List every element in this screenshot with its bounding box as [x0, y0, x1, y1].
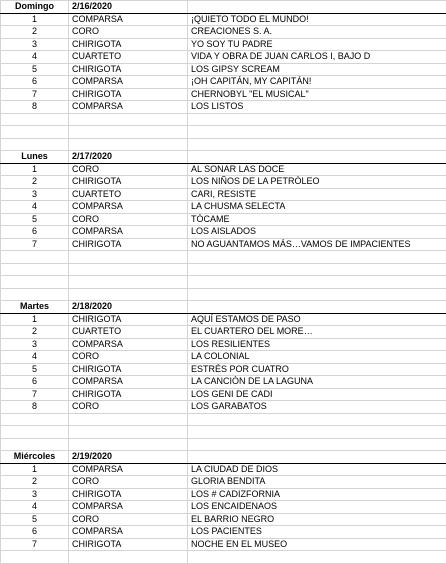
blank-row	[1, 551, 446, 564]
table-row	[1, 463, 446, 476]
day-header-row	[1, 1, 446, 14]
table-row	[1, 351, 446, 364]
empty-cell[interactable]	[69, 551, 188, 564]
empty-cell[interactable]	[188, 126, 446, 139]
empty-cell[interactable]	[1, 413, 69, 426]
table-row	[1, 238, 446, 251]
group-name-cell[interactable]: NOCHE EN EL MUSEO	[188, 538, 446, 551]
order-cell[interactable]: 6	[1, 226, 69, 239]
category-cell[interactable]: COMPARSA	[69, 376, 188, 389]
order-cell[interactable]: 3	[1, 338, 69, 351]
order-cell[interactable]: 5	[1, 63, 69, 76]
order-cell[interactable]: 2	[1, 26, 69, 39]
table-row	[1, 501, 446, 514]
empty-cell[interactable]	[1, 126, 69, 139]
category-cell[interactable]: COMPARSA	[69, 201, 188, 214]
group-name-cell[interactable]: LOS ENCAIDENAOS	[188, 501, 446, 514]
table-row	[1, 188, 446, 201]
order-cell[interactable]: 5	[1, 363, 69, 376]
empty-cell[interactable]	[69, 113, 188, 126]
category-cell[interactable]: CHIRIGOTA	[69, 388, 188, 401]
order-cell[interactable]: 8	[1, 101, 69, 114]
order-cell[interactable]: 3	[1, 38, 69, 51]
group-name-cell[interactable]: CREACIONES S. A.	[188, 26, 446, 39]
blank-row	[1, 426, 446, 439]
order-cell[interactable]: 6	[1, 376, 69, 389]
table-row	[1, 51, 446, 64]
day-header-row	[1, 151, 446, 164]
empty-cell[interactable]	[188, 288, 446, 301]
blank-row	[1, 276, 446, 289]
order-cell[interactable]: 3	[1, 188, 69, 201]
empty-cell[interactable]	[69, 251, 188, 264]
category-cell[interactable]: COMPARSA	[69, 338, 188, 351]
group-name-cell[interactable]: AQUÍ ESTAMOS DE PASO	[188, 313, 446, 326]
category-cell[interactable]: CHIRIGOTA	[69, 88, 188, 101]
empty-cell[interactable]	[1, 113, 69, 126]
empty-cell[interactable]	[1, 276, 69, 289]
group-name-cell[interactable]: ¡QUIETO TODO EL MUNDO!	[188, 13, 446, 26]
empty-cell[interactable]	[69, 126, 188, 139]
empty-cell[interactable]	[188, 451, 446, 464]
order-cell[interactable]: 5	[1, 213, 69, 226]
category-cell[interactable]: CHIRIGOTA	[69, 63, 188, 76]
table-row	[1, 163, 446, 176]
table-row	[1, 363, 446, 376]
order-cell[interactable]: 1	[1, 313, 69, 326]
empty-cell[interactable]	[1, 263, 69, 276]
group-name-cell[interactable]: LOS NIÑOS DE LA PETRÓLEO	[188, 176, 446, 189]
group-name-cell[interactable]: CHERNOBYL "EL MUSICAL"	[188, 88, 446, 101]
empty-cell[interactable]	[1, 438, 69, 451]
table-row	[1, 538, 446, 551]
day-name-cell[interactable]: Martes	[1, 301, 69, 314]
date-cell[interactable]: 2/18/2020	[69, 301, 188, 314]
group-name-cell[interactable]: LOS # CADIZFORNIA	[188, 488, 446, 501]
date-cell[interactable]: 2/16/2020	[69, 1, 188, 14]
sheet-body	[1, 1, 446, 564]
blank-row	[1, 138, 446, 151]
table-row	[1, 313, 446, 326]
category-cell[interactable]: CHIRIGOTA	[69, 313, 188, 326]
empty-cell[interactable]	[188, 1, 446, 14]
group-name-cell[interactable]: VIDA Y OBRA DE JUAN CARLOS I, BAJO D	[188, 51, 446, 64]
table-row	[1, 176, 446, 189]
category-cell[interactable]: COMPARSA	[69, 226, 188, 239]
category-cell[interactable]: CORO	[69, 401, 188, 414]
empty-cell[interactable]	[69, 138, 188, 151]
empty-cell[interactable]	[188, 301, 446, 314]
group-name-cell[interactable]: LOS GARABATOS	[188, 401, 446, 414]
order-cell[interactable]: 1	[1, 163, 69, 176]
empty-cell[interactable]	[188, 151, 446, 164]
group-name-cell[interactable]: NO AGUANTAMOS MÁS…VAMOS DE IMPACIENTES	[188, 238, 446, 251]
category-cell[interactable]: CHIRIGOTA	[69, 363, 188, 376]
table-row	[1, 88, 446, 101]
group-name-cell[interactable]: LOS GIPSY SCREAM	[188, 63, 446, 76]
empty-cell[interactable]	[188, 138, 446, 151]
category-cell[interactable]: CHIRIGOTA	[69, 488, 188, 501]
group-name-cell[interactable]: LA CIUDAD DE DIOS	[188, 463, 446, 476]
group-name-cell[interactable]: YO SOY TU PADRE	[188, 38, 446, 51]
order-cell[interactable]: 7	[1, 538, 69, 551]
table-row	[1, 488, 446, 501]
group-name-cell[interactable]: TÓCAME	[188, 213, 446, 226]
category-cell[interactable]: CORO	[69, 163, 188, 176]
date-cell[interactable]: 2/19/2020	[69, 451, 188, 464]
empty-cell[interactable]	[188, 263, 446, 276]
category-cell[interactable]: CORO	[69, 213, 188, 226]
table-row	[1, 401, 446, 414]
table-row	[1, 376, 446, 389]
group-name-cell[interactable]: EL CUARTERO DEL MORE…	[188, 326, 446, 339]
order-cell[interactable]: 6	[1, 526, 69, 539]
order-cell[interactable]: 4	[1, 351, 69, 364]
group-name-cell[interactable]: LA CANCIÓN DE LA LAGUNA	[188, 376, 446, 389]
table-row	[1, 26, 446, 39]
order-cell[interactable]: 4	[1, 201, 69, 214]
category-cell[interactable]: COMPARSA	[69, 13, 188, 26]
order-cell[interactable]: 2	[1, 326, 69, 339]
table-row	[1, 513, 446, 526]
category-cell[interactable]: CUARTETO	[69, 51, 188, 64]
category-cell[interactable]: COMPARSA	[69, 76, 188, 89]
group-name-cell[interactable]: CARI, RESISTE	[188, 188, 446, 201]
empty-cell[interactable]	[69, 413, 188, 426]
blank-row	[1, 263, 446, 276]
category-cell[interactable]: CUARTETO	[69, 326, 188, 339]
blank-row	[1, 438, 446, 451]
date-cell[interactable]: 2/17/2020	[69, 151, 188, 164]
empty-cell[interactable]	[1, 288, 69, 301]
order-cell[interactable]: 8	[1, 401, 69, 414]
empty-cell[interactable]	[1, 251, 69, 264]
group-name-cell[interactable]: AL SONAR LAS DOCE	[188, 163, 446, 176]
group-name-cell[interactable]: LOS LISTOS	[188, 101, 446, 114]
category-cell[interactable]: CHIRIGOTA	[69, 176, 188, 189]
category-cell[interactable]: CHIRIGOTA	[69, 538, 188, 551]
order-cell[interactable]: 3	[1, 488, 69, 501]
group-name-cell[interactable]: EL BARRIO NEGRO	[188, 513, 446, 526]
group-name-cell[interactable]: LOS AISLADOS	[188, 226, 446, 239]
category-cell[interactable]: CORO	[69, 513, 188, 526]
day-name-cell[interactable]: Domingo	[1, 1, 69, 14]
day-header-row	[1, 301, 446, 314]
order-cell[interactable]: 5	[1, 513, 69, 526]
group-name-cell[interactable]: LA COLONIAL	[188, 351, 446, 364]
group-name-cell[interactable]: LOS GENI DE CADI	[188, 388, 446, 401]
empty-cell[interactable]	[188, 251, 446, 264]
blank-row	[1, 113, 446, 126]
empty-cell[interactable]	[1, 551, 69, 564]
blank-row	[1, 126, 446, 139]
order-cell[interactable]: 1	[1, 463, 69, 476]
category-cell[interactable]: COMPARSA	[69, 526, 188, 539]
order-cell[interactable]: 2	[1, 476, 69, 489]
empty-cell[interactable]	[1, 426, 69, 439]
group-name-cell[interactable]: ¡OH CAPITÁN, MY CAPITÁN!	[188, 76, 446, 89]
order-cell[interactable]: 7	[1, 388, 69, 401]
table-row	[1, 326, 446, 339]
empty-cell[interactable]	[188, 113, 446, 126]
empty-cell[interactable]	[188, 276, 446, 289]
empty-cell[interactable]	[69, 426, 188, 439]
group-name-cell[interactable]: ESTRÉS POR CUATRO	[188, 363, 446, 376]
group-name-cell[interactable]: LOS RESILIENTES	[188, 338, 446, 351]
category-cell[interactable]: COMPARSA	[69, 101, 188, 114]
table-row	[1, 338, 446, 351]
empty-cell[interactable]	[69, 263, 188, 276]
category-cell[interactable]: CORO	[69, 351, 188, 364]
table-row	[1, 226, 446, 239]
table-row	[1, 63, 446, 76]
day-name-cell[interactable]: Miércoles	[1, 451, 69, 464]
blank-row	[1, 288, 446, 301]
order-cell[interactable]: 7	[1, 238, 69, 251]
blank-row	[1, 251, 446, 264]
category-cell[interactable]: CHIRIGOTA	[69, 238, 188, 251]
table-row	[1, 101, 446, 114]
group-name-cell[interactable]: LA CHUSMA SELECTA	[188, 201, 446, 214]
order-cell[interactable]: 4	[1, 51, 69, 64]
category-cell[interactable]: CHIRIGOTA	[69, 38, 188, 51]
empty-cell[interactable]	[69, 438, 188, 451]
category-cell[interactable]: COMPARSA	[69, 463, 188, 476]
table-row	[1, 476, 446, 489]
day-name-cell[interactable]: Lunes	[1, 151, 69, 164]
empty-cell[interactable]	[69, 276, 188, 289]
order-cell[interactable]: 2	[1, 176, 69, 189]
empty-cell[interactable]	[188, 438, 446, 451]
group-name-cell[interactable]: LOS PACIENTES	[188, 526, 446, 539]
empty-cell[interactable]	[69, 288, 188, 301]
order-cell[interactable]: 7	[1, 88, 69, 101]
table-row	[1, 213, 446, 226]
order-cell[interactable]: 6	[1, 76, 69, 89]
table-row	[1, 38, 446, 51]
table-row	[1, 13, 446, 26]
category-cell[interactable]: CORO	[69, 26, 188, 39]
category-cell[interactable]: CORO	[69, 476, 188, 489]
blank-row	[1, 413, 446, 426]
empty-cell[interactable]	[188, 426, 446, 439]
group-name-cell[interactable]: GLORIA BENDITA	[188, 476, 446, 489]
table-row	[1, 388, 446, 401]
category-cell[interactable]: CUARTETO	[69, 188, 188, 201]
empty-cell[interactable]	[188, 413, 446, 426]
category-cell[interactable]: COMPARSA	[69, 501, 188, 514]
order-cell[interactable]: 1	[1, 13, 69, 26]
table-row	[1, 526, 446, 539]
empty-cell[interactable]	[188, 551, 446, 564]
empty-cell[interactable]	[1, 138, 69, 151]
table-row	[1, 201, 446, 214]
day-header-row	[1, 451, 446, 464]
table-row	[1, 76, 446, 89]
order-cell[interactable]: 4	[1, 501, 69, 514]
